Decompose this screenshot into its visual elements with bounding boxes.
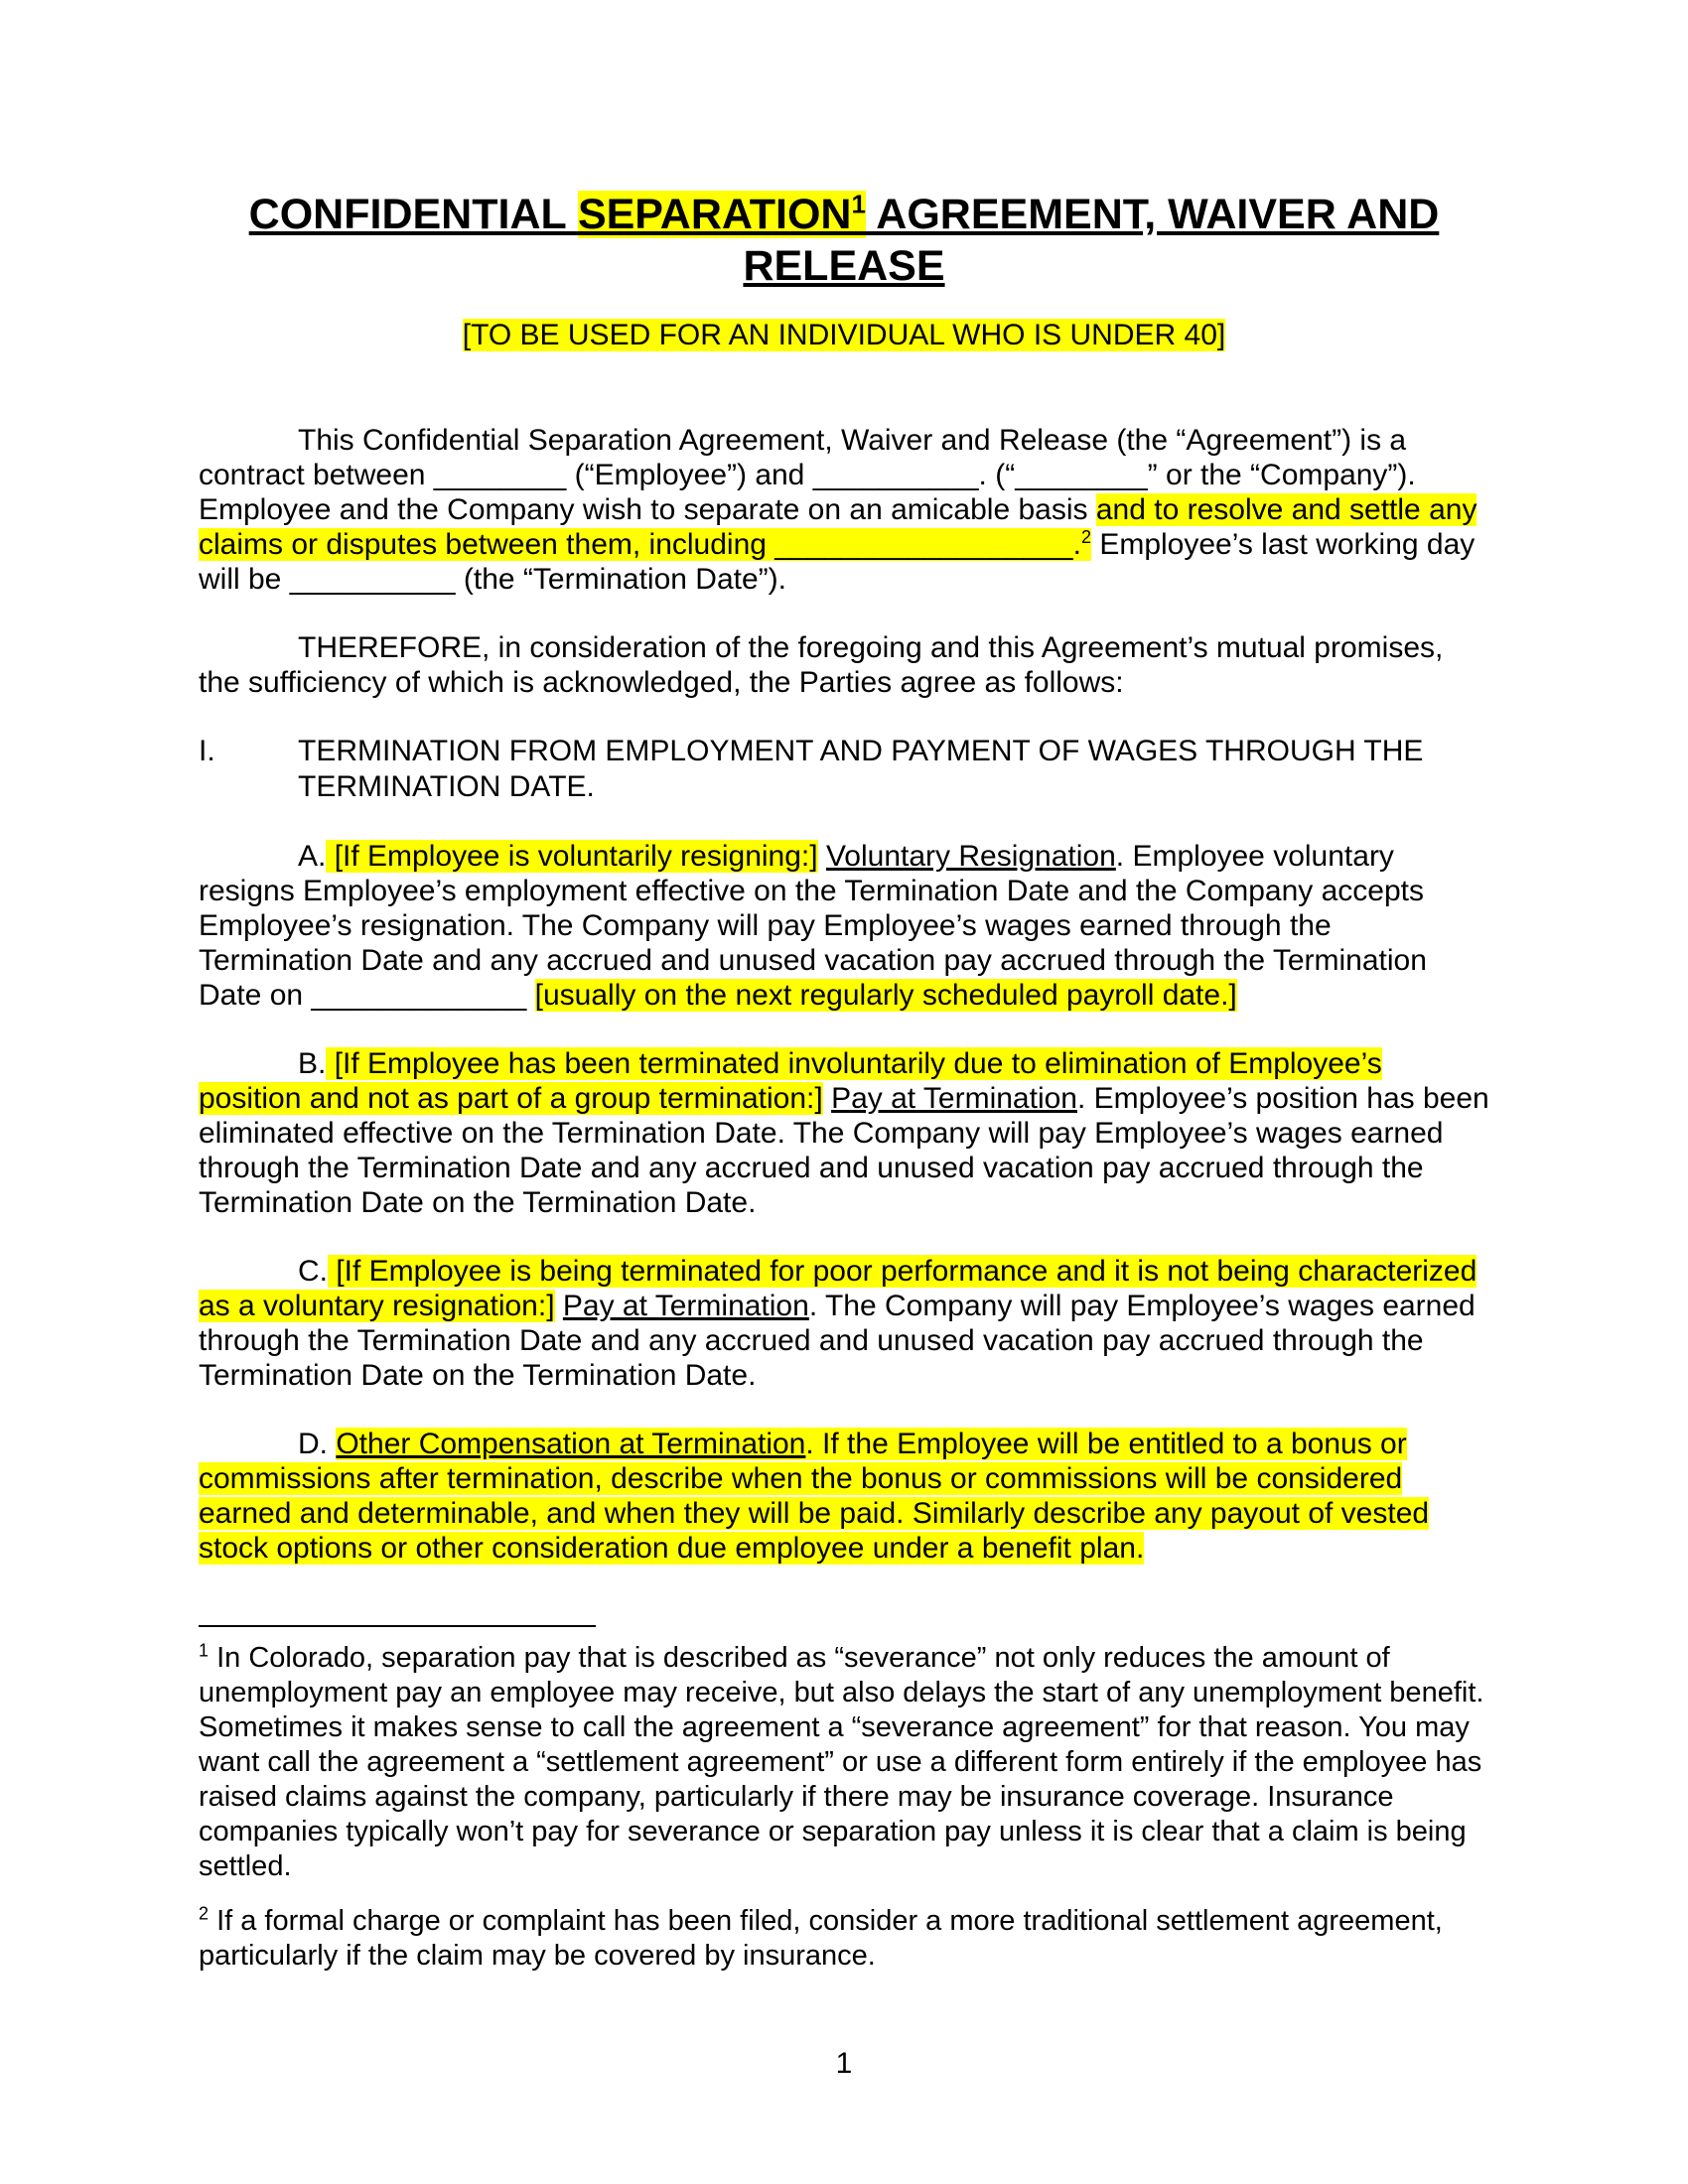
- document-page: [199, 189, 1489, 1974]
- section-heading-text: TERMINATION FROM EMPLOYMENT AND PAYMENT OF WAGES THROUGH THE TERMINATION DATE.: [298, 735, 1424, 803]
- section-number: I.: [199, 735, 215, 767]
- paragraph-d-highlight: . If the Employee will be entitled to a bonus or commissions after termination, describe when the bonus or commissions will be considered earned and determinable, and when they will be paid. Similarly describe any payout of vested stock options or other consideration due employee under a benefit plan.: [199, 1428, 1430, 1565]
- document-title: [199, 189, 1489, 292]
- paragraph-b-label: B.: [298, 1047, 327, 1080]
- paragraph-a-text: . Employee voluntary resigns Employee’s employment effective on the Termination Date and the Company accepts Employee’s resignation. The Company will pay Employee’s wages earned through the Termination Date and any accrued and unused vacation pay accrued through the Termination Date on _____________: [199, 840, 1427, 1012]
- title-footnote-ref[interactable]: 1: [851, 189, 866, 219]
- paragraph-a-label: A.: [298, 840, 327, 873]
- title-highlight: [578, 191, 866, 238]
- intro-paragraph: [199, 423, 1489, 597]
- paragraph-a: [199, 839, 1489, 1013]
- title-part-1: CONFIDENTIAL: [248, 191, 578, 238]
- paragraph-b-text: . Employee’s position has been eliminated effective on the Termination Date. The Company will pay Employee’s wages earned through the Termination Date and any accrued and unused vacation pay accrued through the Termination Date on the Termination Date.: [199, 1082, 1489, 1219]
- title-part-2: AGREEMENT, WAIVER AND RELEASE: [743, 191, 1440, 290]
- intro-text-2: Employee’s last working day will be __________ (the “Termination Date”).: [199, 528, 1476, 596]
- paragraph-c-label: C.: [298, 1255, 328, 1288]
- footnote-separator: [199, 1625, 596, 1627]
- paragraph-c-heading: Pay at Termination: [562, 1290, 809, 1322]
- paragraph-d-label: D.: [298, 1428, 328, 1460]
- paragraph-b-highlight: [If Employee has been terminated involuntarily due to elimination of Employee’s position and not as part of a group termination:]: [199, 1047, 1382, 1115]
- footnote-2-ref: 2: [199, 1903, 210, 1924]
- intro-footnote-ref[interactable]: 2: [1080, 527, 1091, 547]
- paragraph-b: [199, 1046, 1489, 1220]
- paragraph-c-text: . The Company will pay Employee’s wages earned through the Termination Date and any accrued and unused vacation pay accrued through the Termination Date on the Termination Date.: [199, 1290, 1476, 1392]
- page-number: 1: [835, 2047, 853, 2080]
- paragraph-d: [199, 1427, 1489, 1566]
- paragraph-d-heading: Other Compensation at Termination: [336, 1428, 806, 1460]
- subtitle-text: [TO BE USED FOR AN INDIVIDUAL WHO IS UNDER 40]: [462, 319, 1226, 351]
- footnote-1-text: In Colorado, separation pay that is described as “severance” not only reduces the amount of unemployment pay an employee may receive, but also delays the start of any unemployment benefit. Sometimes it makes sense to call the agreement a “severance agreement” for that reason. You may want call the agreement a “settlement agreement” or use a different form entirely if the employee has raised claims against the company, particularly if there may be insurance coverage. Insurance companies typically won’t pay for severance or separation pay unless it is clear that a claim is being settled.: [199, 1642, 1484, 1882]
- paragraph-d-highlight-wrap: [199, 1428, 1429, 1565]
- paragraph-a-highlight-2: [usually on the next regularly scheduled payroll date.]: [534, 979, 1237, 1012]
- document-subtitle: [199, 318, 1489, 353]
- footnote-2: [199, 1904, 1489, 1974]
- paragraph-a-highlight: [If Employee is voluntarily resigning:]: [326, 840, 818, 873]
- footnote-1: [199, 1641, 1489, 1884]
- section-1-heading: [199, 734, 1489, 805]
- footnote-2-text: If a formal charge or complaint has been filed, consider a more traditional settlement agreement, particularly if the claim may be covered by insurance.: [199, 1905, 1443, 1972]
- intro-text-1: This Confidential Separation Agreement, Waiver and Release (the “Agreement”) is a contract between ________ (“Employee”) and __________. (“________” or the “Company”). Employee and the Company wish to separate on an amicable basis: [199, 424, 1416, 526]
- intro-highlight-text: and to resolve and settle any claims or disputes between them, including __________________.: [199, 493, 1477, 561]
- therefore-paragraph: THEREFORE, in consideration of the foregoing and this Agreement’s mutual promises, the sufficiency of which is acknowledged, the Parties agree as follows:: [199, 631, 1444, 699]
- title-highlight-text: SEPARATION: [577, 191, 852, 238]
- footnote-1-ref: 1: [199, 1640, 210, 1661]
- paragraph-c: [199, 1254, 1489, 1393]
- paragraph-b-heading: Pay at Termination: [831, 1082, 1077, 1115]
- paragraph-a-heading: Voluntary Resignation: [825, 840, 1116, 873]
- paragraph-c-highlight: [If Employee is being terminated for poor performance and it is not being characterized as a voluntary resignation:]: [199, 1255, 1477, 1322]
